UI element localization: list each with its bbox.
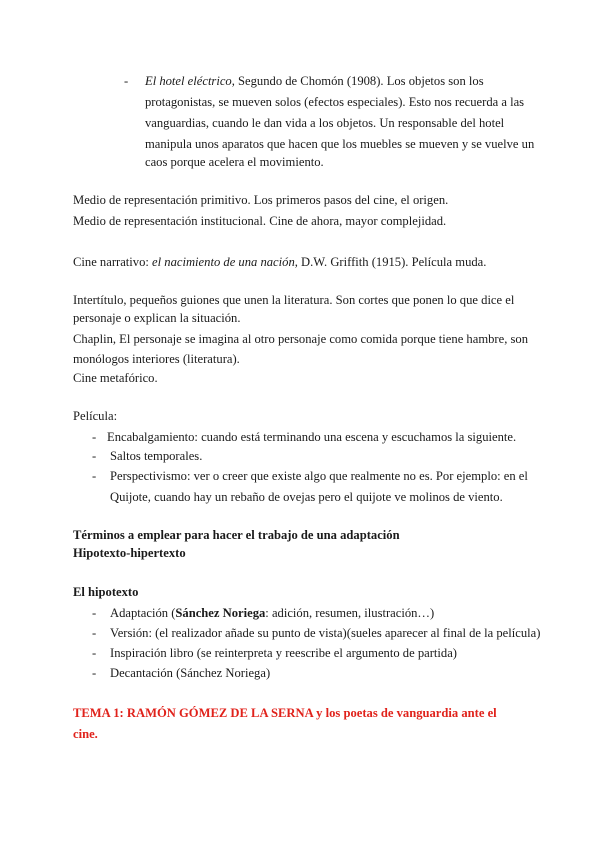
chaplin-line-2: monólogos interiores (literatura). [73, 352, 240, 366]
list-dash: - [92, 469, 97, 483]
hypotext-item-version: Versión: (el realizador añade su punto de vista)(sueles aparecer al final de la película) [110, 626, 541, 640]
list-dash: - [124, 74, 129, 88]
hypotext-hypertext-heading: Hipotexto-hipertexto [73, 546, 186, 560]
hotel-electrico-line-2: protagonistas, se mueven solos (efectos especiales). Esto nos recuerda a las [145, 95, 525, 109]
list-dash: - [92, 646, 97, 660]
intertitle-line-1: Intertítulo, pequeños guiones que unen la literatura. Son cortes que ponen lo que dice el [73, 293, 515, 307]
list-dash: - [92, 626, 97, 640]
hotel-electrico-line-4: manipula unos aparatos que hacen que los muebles se mueven y se vuelve un [145, 137, 535, 151]
representation-institutional: Medio de representación institucional. Cine de ahora, mayor complejidad. [73, 214, 447, 228]
hypotext-item-inspiracion: Inspiración libro (se reinterpreta y reescribe el argumento de partida) [110, 646, 457, 660]
list-dash: - [92, 449, 97, 463]
narrative-cinema: Cine narrativo: el nacimiento de una nación, D.W. Griffith (1915). Película muda. [73, 255, 487, 269]
intertitle-line-2: personaje o explican la situación. [73, 311, 241, 325]
hypotext-item-decantacion: Decantación (Sánchez Noriega) [110, 666, 271, 680]
film-item-perspectivismo-2: Quijote, cuando hay un rebaño de ovejas pero el quijote ve molinos de viento. [110, 490, 503, 504]
hypotext-item-adaptacion: Adaptación (Sánchez Noriega: adición, resumen, ilustración…) [110, 606, 435, 620]
list-dash: - [92, 430, 97, 444]
hotel-electrico-line-1: El hotel eléctrico, Segundo de Chomón (1908). Los objetos son los [145, 74, 484, 88]
hotel-electrico-line-5: caos porque acelera el movimiento. [145, 155, 324, 169]
topic-heading-line-1: TEMA 1: RAMÓN GÓMEZ DE LA SERNA y los poetas de vanguardia ante el [73, 706, 497, 720]
topic-heading-line-2: cine. [73, 727, 98, 741]
list-dash: - [92, 666, 97, 680]
representation-primitive: Medio de representación primitivo. Los primeros pasos del cine, el origen. [73, 193, 449, 207]
film-title-hotel-electrico: El hotel eléctrico [145, 74, 232, 88]
hypotext-heading: El hipotexto [73, 585, 139, 599]
film-item-perspectivismo-1: Perspectivismo: ver o creer que existe algo que realmente no es. Por ejemplo: en el [110, 469, 528, 483]
hotel-electrico-line-3: vanguardias, cuando le dan vida a los objetos. Un responsable del hotel [145, 116, 505, 130]
metaphoric-cinema: Cine metafórico. [73, 371, 158, 385]
film-heading: Película: [73, 409, 118, 423]
film-title-birth-of-a-nation: el nacimiento de una nación [152, 255, 295, 269]
chaplin-line-1: Chaplin, El personaje se imagina al otro personaje como comida porque tiene hambre, son [73, 332, 528, 346]
list-dash: - [92, 606, 97, 620]
film-item-saltos-temporales: Saltos temporales. [110, 449, 203, 463]
film-item-encabalgamiento: Encabalgamiento: cuando está terminando una escena y escuchamos la siguiente. [107, 430, 517, 444]
terms-heading: Términos a emplear para hacer el trabajo de una adaptación [73, 528, 400, 542]
